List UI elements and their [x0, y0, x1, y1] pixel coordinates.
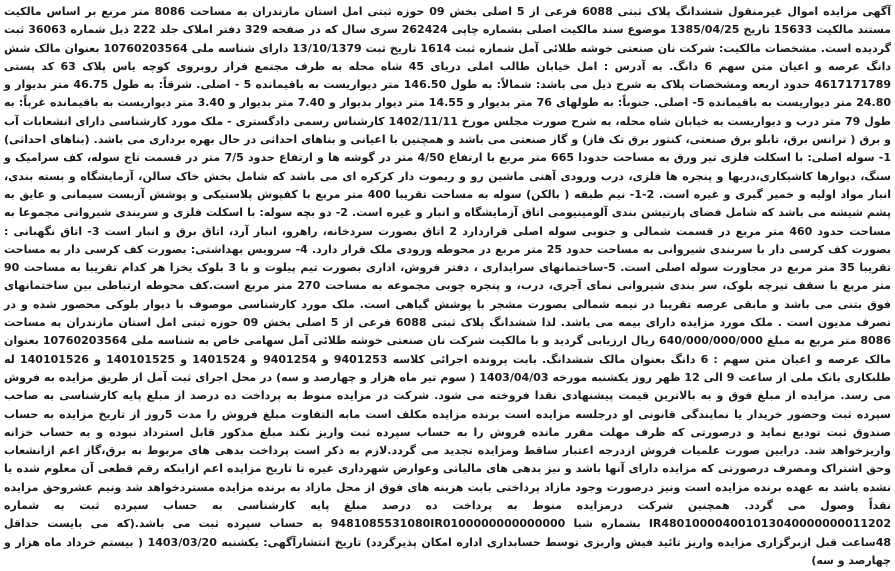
- notice-body-text: آگهی مزایده اموال غیرمنقول ششدانگ پلاک ثبتی 6088 فرعی از 5 اصلی بخش 09 حوزه ثبتی امل استان مازندران به مساحت 8086 متر مربع بر اساس مالکیت مستند مالکیت 15633 تاریخ 1385/04/25 موضوع سند مالکیت اصلی بشماره چاپی 262424 سری سال که در صفحه 329 دفتر املاک جلد 222 ذیل شماره 36063 ثبت گردیده است. مشخصات مالکیت: شرکت نان صنعتی خوشه طلائی آمل شماره ثبت 1614 تاریخ ثبت 13/10/1379 دارای شناسه ملی 10760203564 بعنوان مالک شش دانگ عرصه و اعیان متن سهم 6 دانگ. به آدرس : امل خیابان طالب املی دریای 45 شاه محله به طرف مجتمع فراز روبروی کوچه یاس پلاک 63 کد پستی 4617171789 حدود اربعه ومشخصات پلاک به شرح ذیل می باشد: شمالاً: به طول 146.50 متر دیواریست به باقیمانده 5 - اصلی. شرقاً: به طول 46.75 متر بدیوار و 24.80 متر دیواریست به باقیمانده 5- اصلی. جنوباً: به طولهای 76 متر بدیوار و 14.55 متر دیوار بدیوار و 7.40 متر بدیوار و 3.40 متر دیواریست به باقیمانده غرباً: به طول 79 متر درب و دیواریست به خیابان شاه محله، به شرح صورت مجلس مورخ 1402/11/11 کارشناس رسمی دادگستری - ملک مورد کارشناسی دارای انشعابات آب و برق ( ترانس برق، تابلو برق صنعتی، کنتور برق تک فاز) و گاز صنعتی می باشد و همچنین با اعیانی و بناهای احداثی در حال بهره برداری می باشد. (بناهای احداثی) 1- سوله اصلی: با اسکلت فلزی تیر ورق به مساحت حدودا 665 متر مربع با ارتفاع 4/50 متر در گوشه ها و ارتفاع حدود 7/5 متر در قسمت تاج سوله، کف سرامیک و سنگ، دیوارها کاشیکاری،دربها و پنجره ها فلزی، درب ورودی آهنی ماشین رو و ریموت دار کرکره ای می باشد که شامل بخش خاک سالن، آزمایشگاه و بسته بندی، انبار مواد اولیه و خمیر گیری و غیره است. 2-1- نیم طبقه ( بالکن) سوله به مساحت تقریبا 400 متر مربع با کفپوش پلاستیکی و پوشش آزبست سیمانی و عایق به پشم شیشه می باشد که شامل فضای پارتیشن بندی آلومینیومی اتاق آزمایشگاه و انبار و غیره است. 2- دو بچه سوله: با اسکلت فلزی و سربندی شیروانی مجموعا به مساحت حدود 460 متر مربع در قسمت شمالی و جنوبی سوله اصلی قراردارد 2 اتاق بصورت سردخانه، راهرو، انبار آرد، اتاق برق و انبار است 3- اتاق نگهبانی : بصورت کف کرسی دار با سربندی شیروانی به مساحت حدود 25 متر مربع در محوطه ورودی ملک قرار دارد. 4- سرویس بهداشتی: بصورت کف کرسی دار به مساحت تقریبا 35 متر مربع در مجاورت سوله اصلی است. 5-ساختمانهای سرایداری ، دفتر فروش، اداری بصورت تیم پیلوت و با 3 بلوک یخزا هر کدام تقریبا به مساحت 90 متر مربع با سقف تیرچه بلوک، سر بندی شیروانی نمای آجری، درب، و پنجره چوبی مجموعه به مساحت 270 متر مربع است.کف محوطه ارتباطی بین ساختمانهای فوق بتنی می باشد و مابقی عرصه تقریبا در نیمه شمالی بصورت مشجر با پوشش گیاهی است. ملک مورد کارشناسی موصوف با دیوار بلوکی محصور شده و در تصرف مدیون است . ملک مورد مزایده دارای بیمه می باشد. لذا ششدانگ پلاک ثبتی 6088 فرعی از 5 اصلی بخش 09 حوزه ثبتی امل استان مازندران به مساحت 8086 متر مربع به مبلغ 640/000/000/000 ریال ارزیابی گردید و با مالکیت شرکت نان صنعتی خوشه طلائی آمل سهامی خاص به شناسه ملی 10760203564 بعنوان مالک عرصه و اعیان متن سهم : 6 دانگ بعنوان مالک ششدانگ. بابت پرونده اجرائی کلاسه 9401253 و 9401254 و 1401524 و 140101525 و 140101526 له طلبکاری بانک ملی از ساعت 9 الی 12 ظهر روز یکشنبه مورخه 1403/04/03 ( سوم تیر ماه هزار و چهارصد و سه) در محل اجرای ثبت آمل از طریق مزایده به فروش می رسد. مزایده از مبلغ فوق و به بالاترین قیمت پیشنهادی نقدا فروخته می شود. شرکت در مزایده منوط به پرداخت ده درصد از مبلغ پایه کارشناسی به صاحب سپرده ثبت وحضور خریدار یا نمایندگی قانونی او درجلسه مزایده است برنده مزایده مکلف است مابه التفاوت مبلغ فروش را مدت 5روز از تاریخ مزایده به حساب صندوق ثبت تودیع نماید و درصورتی که ظرف مهلت مقرر مانده فروش را به حساب سپرده ثبت واریز نکند مبلغ مذکور قابل استرداد نبوده و به حساب خزانه واریزخواهد شد. درایین صورت علمیات فروش ازدرجه اعتبار ساقط ومزایده تجدید می گردد.لازم به ذکر است پرداخت بدهی های مربوط به برق،گاز اعم ازانشعاب وحق اشتراک ومصرف درصورتی که مزایده دارای آنها باشد و نیز بدهی های مالیاتی وعوارض شهرداری غیره تا تاریخ مزایده اعم ازاینکه رقم قطعی آن معلوم شده یا نشده باشد به عهده برنده مزایده است ونیز درصورت وجود مازاد پرداختی بابت هزینه های فوق از محل مازاد به برنده مزایده مستردخواهد شد ونیم عشروحق مزایده نقداً وصول می گردد. همچنین شرکت درمزایده منوط به پرداخت ده درصد مبلغ پایه کارشناسی به حساب سپرده ثبت به شماره IR480100004001013040000000011202 بشماره شبا 9481085531080IR0100000000000000 به حساب سپرده ثبت می باشد.(که می بایست حداقل 48ساعت قبل ازبرگزاری مزایده واریز تائید فیش واریزی توسط حسابداری اداره امکان پذیرگردد) تاریخ انتشارآگهی: یکشنبه 1403/03/20 ( بیستم خرداد ماه هزار و چهارصد و سه): [4, 5, 892, 567]
